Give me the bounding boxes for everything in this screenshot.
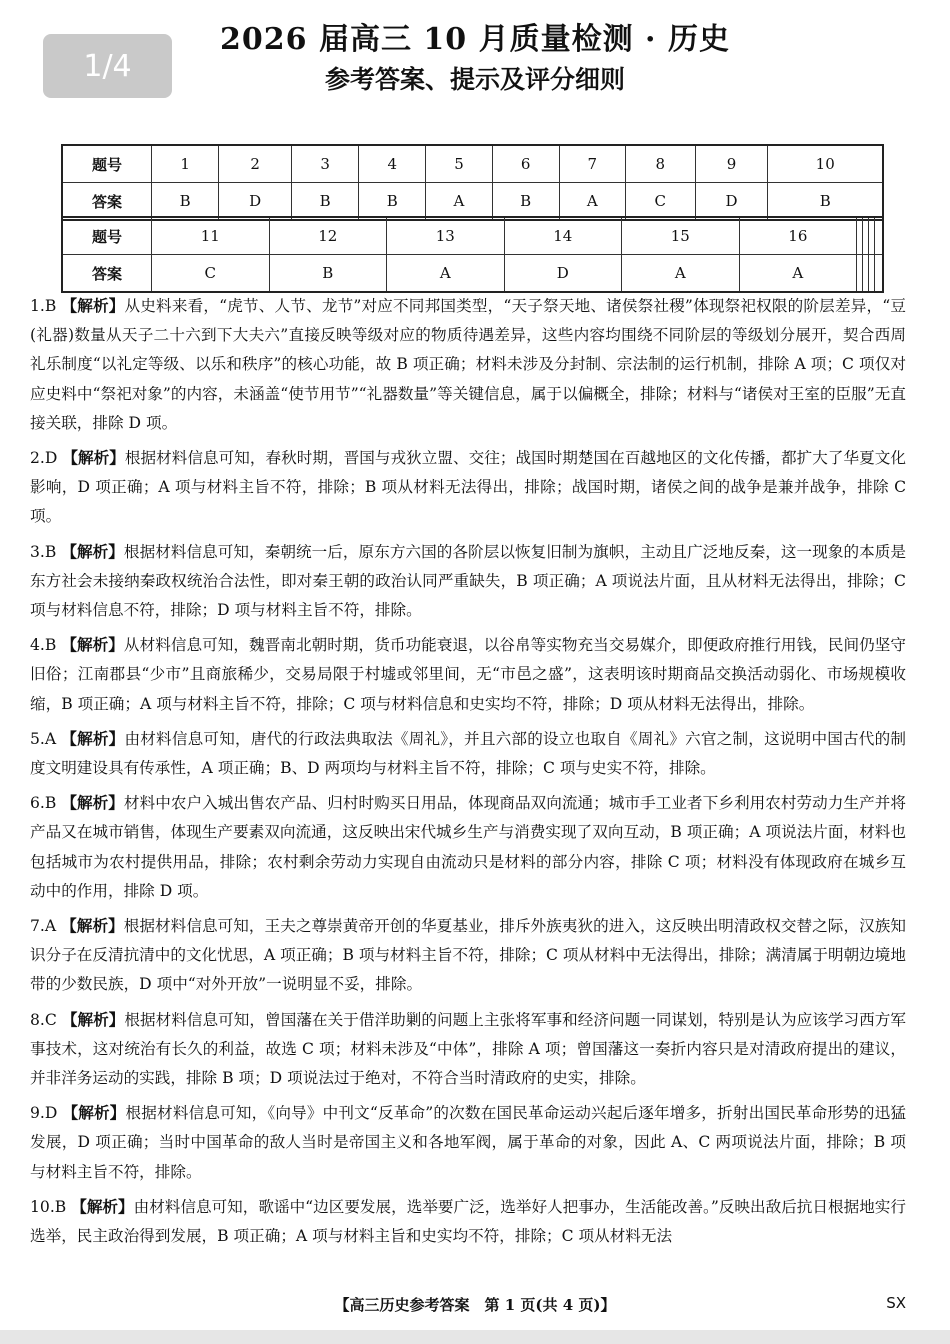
row-label-question: 题号 [62, 145, 152, 183]
answer-row [62, 183, 883, 221]
answer-table-part-2 [61, 216, 884, 293]
question-number-cell: 15 [622, 217, 740, 255]
analysis-tag: 【解析】 [62, 449, 125, 468]
explanation-item [30, 725, 906, 783]
answer-prefix: 6.B [30, 794, 62, 813]
answer-row [62, 255, 883, 293]
answer-prefix: 10.B [30, 1197, 72, 1216]
question-number-cell: 2 [219, 145, 292, 183]
explanation-text: 根据材料信息可知，《向导》中刊文“反革命”的次数在国民革命运动兴起后逐年增多，折射出国民革命形势的迅猛发展，D 项正确；当时中国革命的敌人当时是帝国主义和各地军阀，属于革命的对象，因此 A、C 两项说法片面，排除；B 项与材料主旨不符，排除。 [30, 1104, 906, 1181]
question-number-cell [874, 217, 883, 255]
explanation-item [30, 912, 906, 1000]
analysis-tag: 【解析】 [62, 1104, 126, 1123]
answer-cell: B [492, 183, 559, 221]
answer-prefix: 1.B [30, 297, 62, 315]
answer-prefix: 9.D [30, 1104, 63, 1123]
page-subtitle: 参考答案、提示及评分细则 [324, 65, 625, 94]
question-number-cell: 1 [152, 145, 219, 183]
page-indicator-badge: 1/4 [43, 34, 172, 98]
answer-cell: A [622, 255, 740, 293]
page-footer [0, 1294, 950, 1315]
answer-prefix: 2.D [30, 449, 63, 468]
answer-cell: C [625, 183, 695, 221]
question-number-row [62, 217, 883, 255]
explanation-item [30, 444, 906, 532]
page-title: 2026 届高三 10 月质量检测 · 历史 [220, 22, 730, 57]
answer-cell [874, 255, 883, 293]
bottom-divider [0, 1330, 950, 1344]
footer-code: SX [886, 1294, 906, 1312]
answer-cell: B [359, 183, 426, 221]
answer-cell: B [152, 183, 219, 221]
question-number-cell: 16 [739, 217, 857, 255]
question-number-cell: 8 [625, 145, 695, 183]
question-number-cell: 6 [492, 145, 559, 183]
analysis-tag: 【解析】 [61, 917, 124, 936]
answer-cell: D [695, 183, 768, 221]
question-number-cell: 10 [768, 145, 883, 183]
explanation-text: 根据材料信息可知，秦朝统一后，原东方六国的各阶层以恢复旧制为旗帜，主动且广泛地反秦，这一现象的本质是东方社会未接纳秦政权统治合法性，即对秦王朝的政治认同严重缺失，B 项正确；A 项说法片面，且从材料无法得出，排除；C 项与材料信息不符，排除；D 项与材料主旨不符，排除。 [30, 542, 906, 620]
footer-page-label: 【高三历史参考答案 第 1 页(共 4 页)】 [334, 1296, 616, 1314]
explanation-text: 材料中农户入城出售农产品、归村时购买日用品，体现商品双向流通；城市手工业者下乡利用农村劳动力生产并将产品又在城市销售，体现生产要素双向流通，这反映出宋代城乡生产与消费实现了双向互动，B 项正确；A 项说法片面，材料也包括城市为农村提供用品，排除；农村剩余劳动力实现自由流动只是材料的部分内容，排除 C 项；材料没有体现政府在城乡互动中的作用，排除 D 项。 [30, 794, 906, 900]
analysis-tag: 【解析】 [71, 1197, 134, 1216]
answer-prefix: 4.B [30, 636, 62, 655]
answer-cell: A [387, 255, 505, 293]
explanation-item [30, 789, 906, 906]
answer-prefix: 8.C [30, 1010, 62, 1029]
explanation-item [30, 538, 906, 626]
explanation-text: 从材料信息可知，魏晋南北朝时期，货币功能衰退，以谷帛等实物充当交易媒介，即便政府推行用钱，民间仍坚守旧俗；江南郡县“少市”且商旅稀少，交易局限于村墟或邻里间，无“市邑之盛”，这表明该时期商品交换活动弱化、市场规模收缩，B 项正确；A 项与材料主旨不符，排除；C 项与材料信息和史实均不符，排除；D 项从材料无法得出，排除。 [30, 636, 906, 713]
answer-cell: D [504, 255, 622, 293]
answer-prefix: 3.B [30, 542, 62, 561]
explanation-text: 根据材料信息可知，王夫之尊崇黄帝开创的华夏基业，排斥外族夷狄的进入，这反映出明清政权交替之际，汉族知识分子在反清抗清中的文化忧思，A 项正确；B 项与材料主旨不符，排除；C 项从材料中无法得出，排除；满清属于明朝边境地带的少数民族，D 项中“对外开放”一说明显不妥，排除。 [30, 917, 906, 994]
answer-cell: A [559, 183, 625, 221]
explanations-section [30, 292, 906, 1257]
analysis-tag: 【解析】 [61, 729, 125, 748]
explanation-text: 由材料信息可知，歌谣中“边区要发展，选举要广泛，选举好人把事办，生活能改善。”反映出敌后抗日根据地实行选举，民主政治得到发展，B 项正确；A 项与材料主旨和史实均不符，排除；C 项从材料无法 [30, 1197, 906, 1246]
answer-cell: C [152, 255, 270, 293]
row-label-answer: 答案 [62, 255, 152, 293]
question-number-cell: 9 [695, 145, 768, 183]
answer-table-part-1 [61, 144, 884, 221]
answer-cell: B [768, 183, 883, 221]
answer-prefix: 5.A [30, 729, 62, 748]
answer-cell: D [219, 183, 292, 221]
question-number-cell: 14 [504, 217, 622, 255]
explanation-text: 根据材料信息可知，春秋时期，晋国与戎狄立盟、交往；战国时期楚国在百越地区的文化传播，都扩大了华夏文化影响，D 项正确；A 项与材料主旨不符，排除；B 项从材料无法得出，排除；战国时期，诸侯之间的战争是兼并战争，排除 C 项。 [30, 449, 906, 526]
analysis-tag: 【解析】 [61, 542, 124, 561]
question-number-cell: 5 [426, 145, 492, 183]
explanation-text: 从史料来看，“虎节、人节、龙节”对应不同邦国类型，“天子祭天地、诸侯祭社稷”体现祭祀权限的阶层差异，“豆(礼器)数量从天子二十六到下大夫六”直接反映等级对应的物质待遇差异，这些内容均围绕不同阶层的等级划分展开，契合西周礼乐制度“以礼定等级、以乐和秩序”的核心功能，故 B 项正确；材料未涉及分封制、宗法制的运行机制，排除 A 项；C 项仅对应史料中“祭祀对象”的内容，未涵盖“使节用节”“礼器数量”等关键信息，属于以偏概全，排除；材料与“诸侯对王室的臣服”无直接关联，排除 D 项。 [30, 297, 906, 432]
answer-cell: A [426, 183, 492, 221]
question-number-cell: 4 [359, 145, 426, 183]
analysis-tag: 【解析】 [61, 297, 125, 315]
analysis-tag: 【解析】 [61, 794, 124, 813]
question-number-cell: 11 [152, 217, 270, 255]
question-number-cell: 3 [291, 145, 358, 183]
explanation-text: 根据材料信息可知，曾国藩在关于借洋助剿的问题上主张将军事和经济问题一同谋划，特别是认为应该学习西方军事技术，这对统治有长久的利益，故选 C 项；材料未涉及“中体”，排除 A 项；曾国藩这一奏折内容只是对清政府提出的建议，并非洋务运动的实践，排除 B 项；D 项说法过于绝对，不符合当时清政府的史实，排除。 [30, 1010, 906, 1088]
explanation-item [30, 1006, 906, 1094]
answer-cell: B [291, 183, 358, 221]
answer-prefix: 7.A [30, 917, 62, 936]
explanation-item [30, 292, 906, 438]
explanation-item [30, 631, 906, 719]
explanation-text: 由材料信息可知，唐代的行政法典取法《周礼》，并且六部的设立也取自《周礼》六官之制，这说明中国古代的制度文明建设具有传承性，A 项正确；B、D 两项均与材料主旨不符，排除；C 项与史实不符，排除。 [30, 729, 906, 778]
explanation-item [30, 1099, 906, 1187]
analysis-tag: 【解析】 [61, 1010, 125, 1029]
question-number-cell: 7 [559, 145, 625, 183]
row-label-answer: 答案 [62, 183, 152, 221]
question-number-row [62, 145, 883, 183]
answer-cell: B [269, 255, 387, 293]
analysis-tag: 【解析】 [61, 636, 124, 655]
answer-cell: A [739, 255, 857, 293]
question-number-cell: 13 [387, 217, 505, 255]
question-number-cell: 12 [269, 217, 387, 255]
row-label-question: 题号 [62, 217, 152, 255]
explanation-item [30, 1193, 906, 1251]
